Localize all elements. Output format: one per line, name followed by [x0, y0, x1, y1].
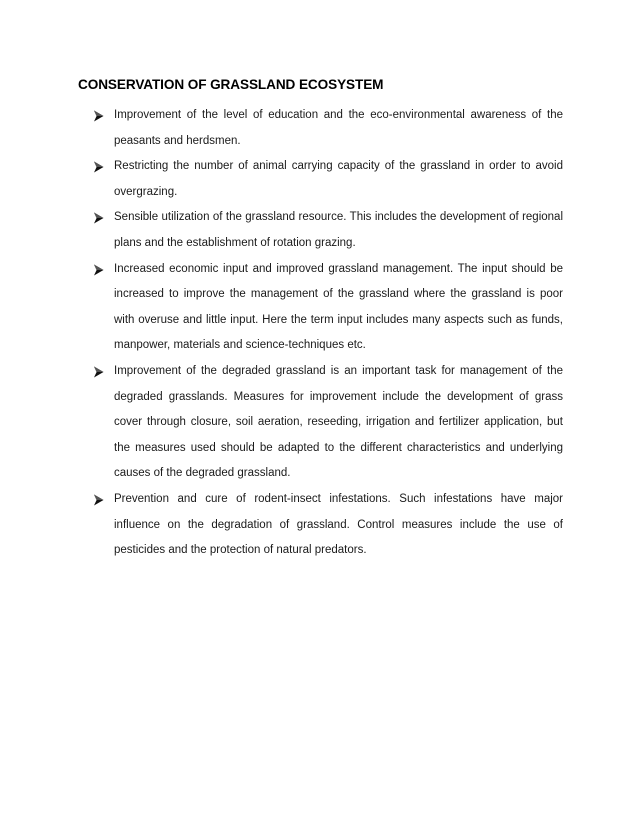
list-item — [93, 359, 563, 487]
list-item — [93, 154, 563, 205]
arrowhead-bullet-icon — [93, 110, 104, 122]
list-item-text: Improvement of the degraded grassland is an important task for management of the degraded grasslands. Measures for improvement include the development of grass cover through closure, soil aeration, reseeding, irrigation and fertilizer application, but the measures used should be adapted to the different characteristics and underlying causes of the degraded grassland. — [114, 364, 563, 480]
list-item — [93, 103, 563, 154]
list-item-text: Prevention and cure of rodent-insect infestations. Such infestations have major influence on the degradation of grassland. Control measures include the use of pesticides and the protection of natural predators. — [114, 492, 563, 557]
conservation-measures-list — [93, 103, 563, 564]
arrowhead-bullet-icon — [93, 494, 104, 506]
list-item-text: Sensible utilization of the grassland resource. This includes the development of regional plans and the establishment of rotation grazing. — [114, 211, 563, 249]
arrowhead-bullet-icon — [93, 366, 104, 378]
arrowhead-bullet-icon — [93, 161, 104, 173]
list-item-text: Increased economic input and improved grassland management. The input should be increased to improve the management of the grassland where the grassland is poor with overuse and little input. Here the term input includes many aspects such as funds, manpower, materials and science-techniques etc. — [114, 262, 563, 352]
list-item — [93, 487, 563, 564]
list-item — [93, 205, 563, 256]
page-title: CONSERVATION OF GRASSLAND ECOSYSTEM — [78, 77, 384, 92]
list-item-text: Improvement of the level of education and the eco-environmental awareness of the peasants and herdsmen. — [114, 109, 563, 147]
arrowhead-bullet-icon — [93, 212, 104, 224]
arrowhead-bullet-icon — [93, 264, 104, 276]
list-item — [93, 257, 563, 359]
list-item-text: Restricting the number of animal carrying capacity of the grassland in order to avoid overgrazing. — [114, 160, 563, 198]
